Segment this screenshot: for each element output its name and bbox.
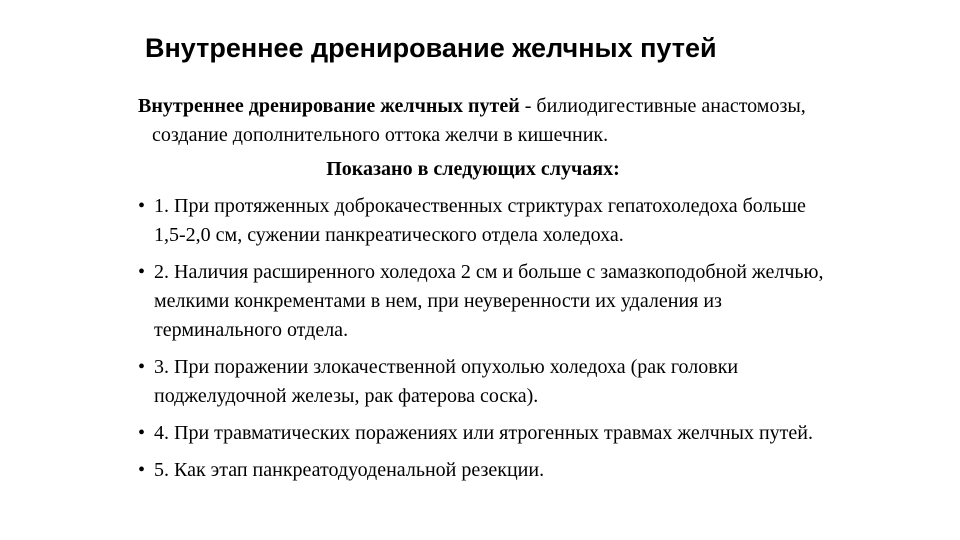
bullet-icon: • — [138, 459, 146, 481]
list-item — [138, 456, 828, 485]
list-item-text: 1. При протяженных доброкачественных стриктурах гепатохоледоха больше 1,5-2,0 см, сужении панкреатического отдела холедоха. — [154, 195, 806, 246]
slide-body — [138, 92, 828, 493]
list-item-text: 3. При поражении злокачественной опухолью холедоха (рак головки поджелудочной железы, рак фатерова соска). — [154, 356, 739, 407]
list-item-text: 4. При травматических поражениях или ятрогенных травмах желчных путей. — [154, 422, 814, 444]
list-item — [138, 258, 828, 345]
intro-paragraph — [138, 92, 828, 150]
intro-term: Внутреннее дренирование желчных путей — [138, 95, 520, 117]
bullet-icon: • — [138, 422, 146, 444]
cases-list — [138, 192, 828, 485]
list-item-text: 5. Как этап панкреатодуоденальной резекции. — [154, 459, 545, 481]
list-item — [138, 192, 828, 250]
slide-title: Внутреннее дренирование желчных путей — [145, 33, 717, 63]
cases-heading: Показано в следующих случаях: — [326, 158, 620, 180]
bullet-icon: • — [138, 356, 146, 378]
list-item — [138, 353, 828, 411]
bullet-icon: • — [138, 195, 146, 217]
list-item-text: 2. Наличия расширенного холедоха 2 см и больше с замазкоподобной желчью, мелкими конкрементами в нем, при неуверенности их удаления из терминального отдела. — [154, 261, 824, 341]
intro-definition: - билиодигестивные анастомозы, создание дополнительного оттока желчи в кишечник. — [152, 95, 806, 146]
list-item — [138, 419, 828, 448]
bullet-icon: • — [138, 261, 146, 283]
